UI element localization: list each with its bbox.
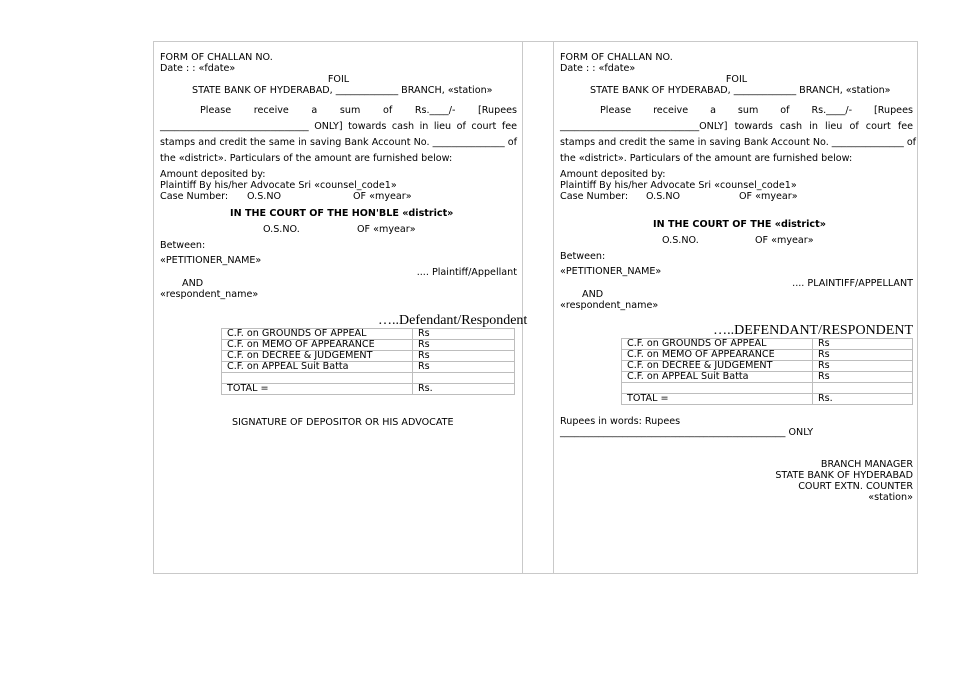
paragraph-line-3: stamps and credit the same in saving Bank Account No. _______________ of [160, 137, 517, 148]
fee-amount-cell: Rs [413, 351, 515, 362]
fee-amount-cell: Rs [413, 362, 515, 373]
fee-amount-cell: Rs [413, 340, 515, 351]
form-title: FORM OF CHALLAN NO. [160, 52, 273, 63]
plaintiff-advocate: Plaintiff By his/her Advocate Sri «counsel_code1» [160, 180, 397, 191]
foil-label: FOIL [725, 74, 748, 85]
fee-label-cell: TOTAL = [222, 384, 413, 395]
petitioner-name: «PETITIONER_NAME» [560, 266, 662, 277]
bank-branch: STATE BANK OF HYDERABAD, _____________ BRANCH, «station» [192, 85, 493, 96]
amount-deposited-label: Amount deposited by: [560, 169, 666, 180]
table-row [222, 384, 515, 395]
manager-station: «station» [868, 492, 913, 503]
and-label: AND [182, 278, 204, 289]
amount-deposited-label: Amount deposited by: [160, 169, 266, 180]
table-row [622, 394, 913, 405]
fee-label-cell: C.F. on GROUNDS OF APPEAL [222, 329, 413, 340]
fee-label-cell [222, 373, 413, 384]
fee-label-cell: C.F. on APPEAL Suit Batta [222, 362, 413, 373]
paragraph-line-2: _____________________________ONLY] towards cash in lieu of court fee [560, 121, 913, 132]
column-divider-right [553, 41, 554, 574]
plaintiff-role: .... Plaintiff/Appellant [416, 267, 517, 278]
os-number-row: O.S.NO. OF «myear» [263, 224, 416, 235]
manager-bank: STATE BANK OF HYDERABAD [775, 470, 913, 481]
branch-manager-block [775, 459, 913, 503]
fee-label-cell: TOTAL = [622, 394, 813, 405]
between-label: Between: [160, 240, 206, 251]
challan-right [560, 52, 917, 503]
court-fee-table [621, 338, 913, 405]
fee-amount-cell [813, 383, 913, 394]
petitioner-name: «PETITIONER_NAME» [160, 255, 262, 266]
bank-branch: STATE BANK OF HYDERABAD, _____________ BRANCH, «station» [590, 85, 891, 96]
fee-amount-cell [413, 373, 515, 384]
table-row [622, 350, 913, 361]
table-row [222, 362, 515, 373]
fee-label-cell: C.F. on MEMO OF APPEARANCE [222, 340, 413, 351]
case-number-row: Case Number: O.S.NO OF «myear» [560, 191, 798, 202]
paragraph-line-4: the «district». Particulars of the amount are furnished below: [160, 153, 453, 164]
and-label: AND [582, 289, 604, 300]
respondent-name: «respondent_name» [160, 289, 259, 300]
fee-amount-cell: Rs. [413, 384, 515, 395]
rupees-in-words: Rupees in words: Rupees [560, 416, 681, 427]
foil-label: FOIL [327, 74, 350, 85]
rupees-words-line: _______________________________________________ ONLY [560, 427, 814, 438]
date-field: Date : : «fdate» [160, 63, 236, 74]
plaintiff-role: .... PLAINTIFF/APPELLANT [792, 278, 913, 289]
court-heading: IN THE COURT OF THE HON'BLE «district» [230, 208, 454, 219]
fee-amount-cell: Rs [413, 329, 515, 340]
table-row [222, 373, 515, 384]
paragraph-line-2: _______________________________ ONLY] towards cash in lieu of court fee [160, 121, 517, 132]
defendant-role: …..Defendant/Respondent [378, 313, 528, 328]
table-row [622, 383, 913, 394]
table-row [222, 351, 515, 362]
form-title: FORM OF CHALLAN NO. [560, 52, 673, 63]
fee-label-cell: C.F. on MEMO OF APPEARANCE [622, 350, 813, 361]
paragraph-line-4: the «district». Particulars of the amount are furnished below: [560, 153, 853, 164]
case-number-row: Case Number: O.S.NO OF «myear» [160, 191, 412, 202]
fee-amount-cell: Rs [813, 361, 913, 372]
table-row [622, 361, 913, 372]
paragraph-line-3: stamps and credit the same in saving Bank Account No. _______________ of [560, 137, 917, 148]
plaintiff-advocate: Plaintiff By his/her Advocate Sri «counsel_code1» [560, 180, 797, 191]
manager-counter: COURT EXTN. COUNTER [798, 481, 913, 492]
court-heading: IN THE COURT OF THE «district» [653, 219, 826, 230]
signature-line: SIGNATURE OF DEPOSITOR OR HIS ADVOCATE [232, 417, 454, 428]
column-divider-left [522, 41, 523, 574]
manager-title: BRANCH MANAGER [820, 459, 913, 470]
between-label: Between: [560, 251, 606, 262]
table-row [222, 329, 515, 340]
table-row [622, 372, 913, 383]
paragraph-line-1: Please receive a sum of Rs.____/- [Rupees [600, 105, 913, 116]
fee-amount-cell: Rs [813, 350, 913, 361]
fee-amount-cell: Rs [813, 339, 913, 350]
paragraph-line-1: Please receive a sum of Rs.____/- [Rupees [200, 105, 517, 116]
fee-label-cell [622, 383, 813, 394]
challan-left [160, 52, 528, 428]
fee-amount-cell: Rs. [813, 394, 913, 405]
defendant-role: …..DEFENDANT/RESPONDENT [713, 323, 913, 338]
os-number-row: O.S.NO. OF «myear» [662, 235, 814, 246]
court-fee-table [221, 328, 515, 395]
fee-label-cell: C.F. on DECREE & JUDGEMENT [622, 361, 813, 372]
respondent-name: «respondent_name» [560, 300, 659, 311]
fee-label-cell: C.F. on GROUNDS OF APPEAL [622, 339, 813, 350]
fee-label-cell: C.F. on DECREE & JUDGEMENT [222, 351, 413, 362]
table-row [222, 340, 515, 351]
fee-label-cell: C.F. on APPEAL Suit Batta [622, 372, 813, 383]
fee-amount-cell: Rs [813, 372, 913, 383]
table-row [622, 339, 913, 350]
date-field: Date : : «fdate» [560, 63, 636, 74]
